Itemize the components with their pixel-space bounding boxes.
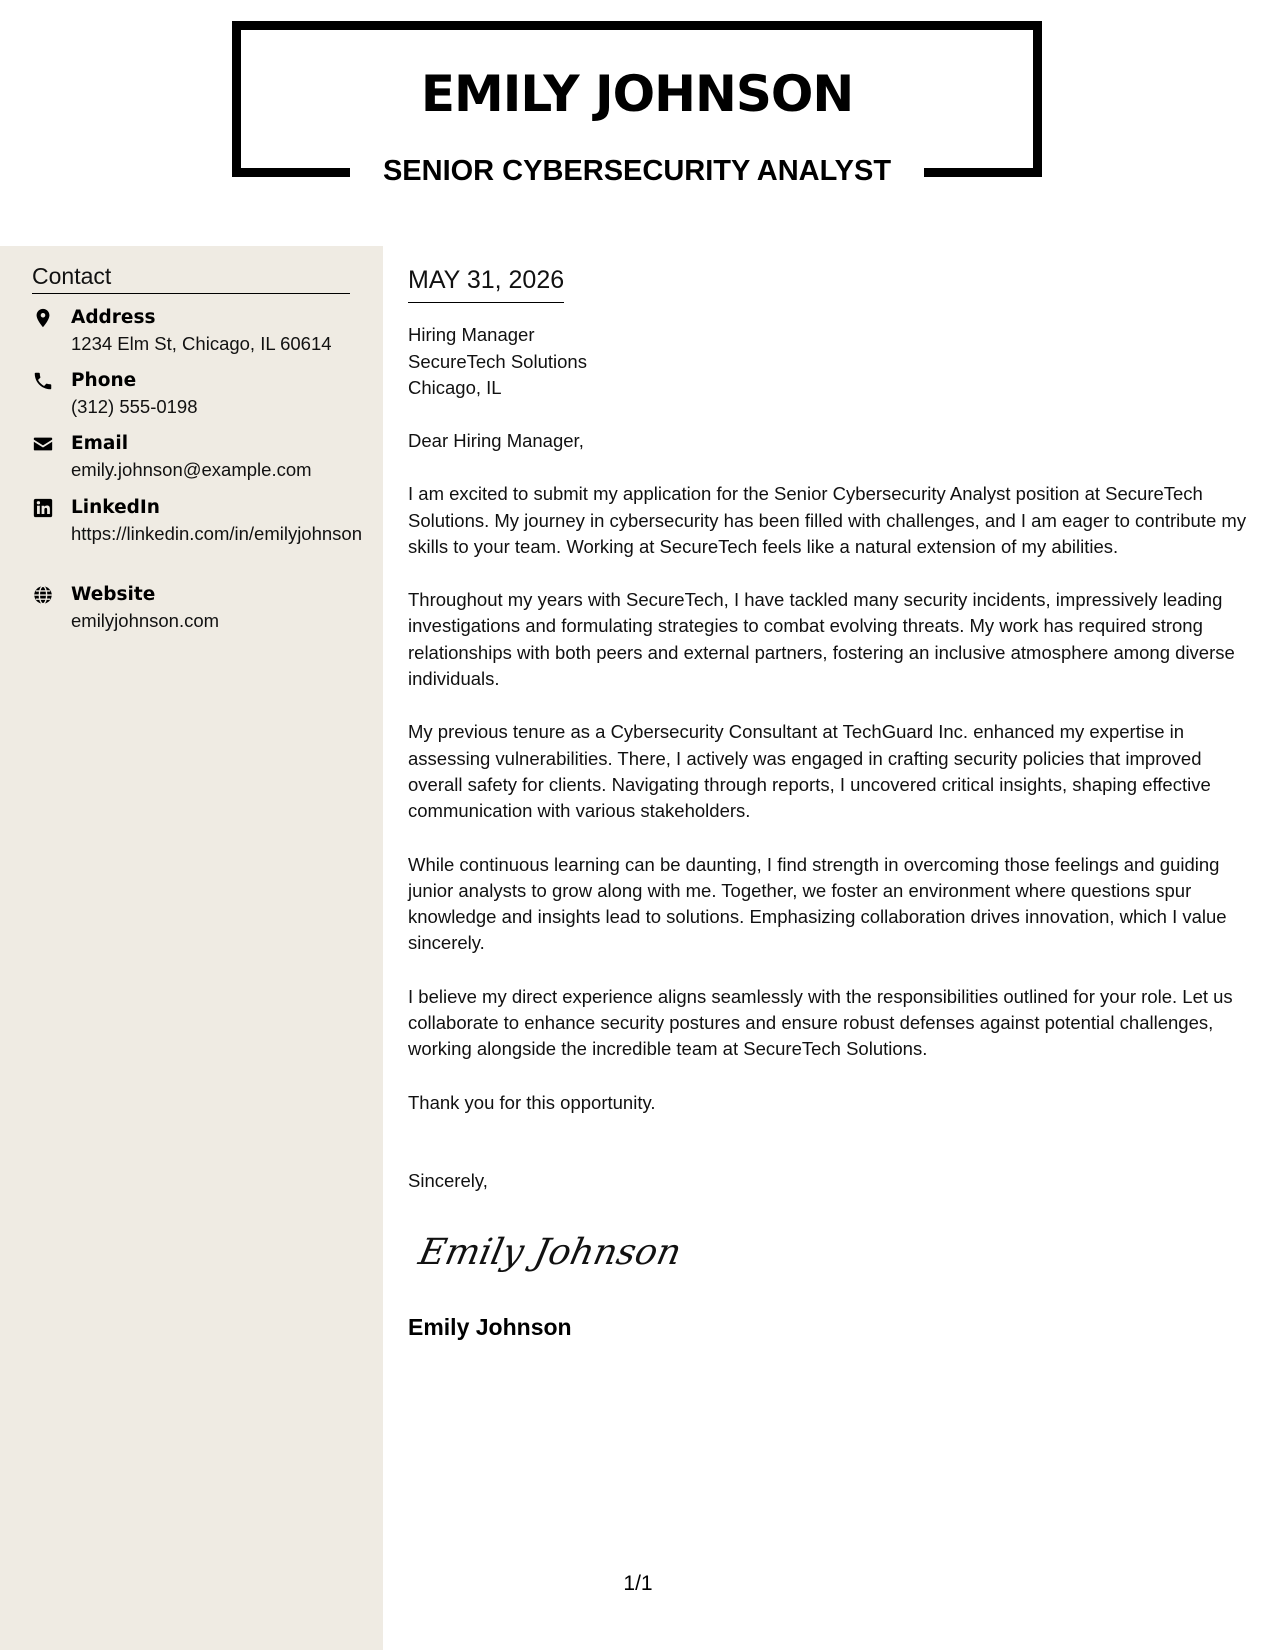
email-link[interactable]: emily.johnson@example.com (71, 459, 312, 480)
recipient-line: Hiring Manager (408, 324, 535, 345)
handwritten-signature (415, 1222, 686, 1282)
applicant-name: EMILY JOHNSON (420, 65, 854, 123)
contact-label: Address (71, 307, 156, 328)
linkedin-link[interactable]: https://linkedin.com/in/emilyjohnson (71, 523, 363, 544)
location-pin-icon (32, 307, 56, 331)
contact-value: 1234 Elm St, Chicago, IL 60614 (71, 333, 332, 354)
website-link[interactable]: emilyjohnson.com (71, 610, 220, 631)
body-paragraph: I am excited to submit my application for the Senior Cybersecurity Analyst position at SecureTech Solutions. My journey in cybersecurity has been filled with challenges, and I am eager to contribute my skills to your team. Working at SecureTech feels like a natural extension of my abilities. (408, 483, 1247, 557)
body-paragraph: While continuous learning can be daunting, I find strength in overcoming those feelings and guiding junior analysts to grow along with me. Together, we foster an environment where questions spur knowledge and insights lead to solutions. Emphasizing collaboration drives innovation, which I value sincerely. (408, 853, 1227, 954)
letter-date: MAY 31, 2026 (408, 264, 564, 303)
contact-label: LinkedIn (71, 497, 160, 518)
body-paragraph: Thank you for this opportunity. (408, 1091, 656, 1113)
contact-heading: Contact (32, 262, 350, 294)
letter-body (408, 428, 1253, 1143)
globe-icon (32, 584, 56, 608)
body-paragraph: I believe my direct experience aligns seamlessly with the responsibilities outlined for your role. Let us collaborate to enhance security postures and ensure robust defenses against potential challenges, working alongside the incredible team at SecureTech Solutions. (408, 985, 1233, 1060)
body-paragraph: My previous tenure as a Cybersecurity Consultant at TechGuard Inc. enhanced my expertise in assessing vulnerabilities. There, I actively was engaged in crafting security policies that improved overall safety for clients. Navigating through reports, I uncovered critical insights, shaping effective communication with various stakeholders. (408, 721, 1211, 822)
contact-label: Website (71, 584, 156, 605)
recipient-line: Chicago, IL (408, 377, 502, 398)
envelope-icon (32, 433, 56, 457)
closing: Sincerely, (408, 1170, 488, 1191)
contact-value: (312) 555-0198 (71, 396, 198, 417)
contact-label: Phone (71, 370, 137, 391)
salutation: Dear Hiring Manager, (408, 430, 584, 451)
body-paragraph: Throughout my years with SecureTech, I have tackled many security incidents, impressively leading investigations and formulating strategies to combat evolving threats. My work has required strong relationships with both peers and external partners, fostering an inclusive atmosphere among diverse individuals. (408, 589, 1235, 690)
signature-text: Emily Johnson (415, 1230, 686, 1273)
job-title: SENIOR CYBERSECURITY ANALYST (382, 155, 892, 187)
signer-name: Emily Johnson (408, 1314, 572, 1340)
phone-icon (32, 370, 56, 394)
recipient-line: SecureTech Solutions (408, 350, 587, 372)
page-number: 1/1 (623, 1572, 653, 1595)
linkedin-icon (32, 497, 56, 521)
recipient-block (408, 322, 587, 402)
contact-label: Email (71, 433, 129, 454)
